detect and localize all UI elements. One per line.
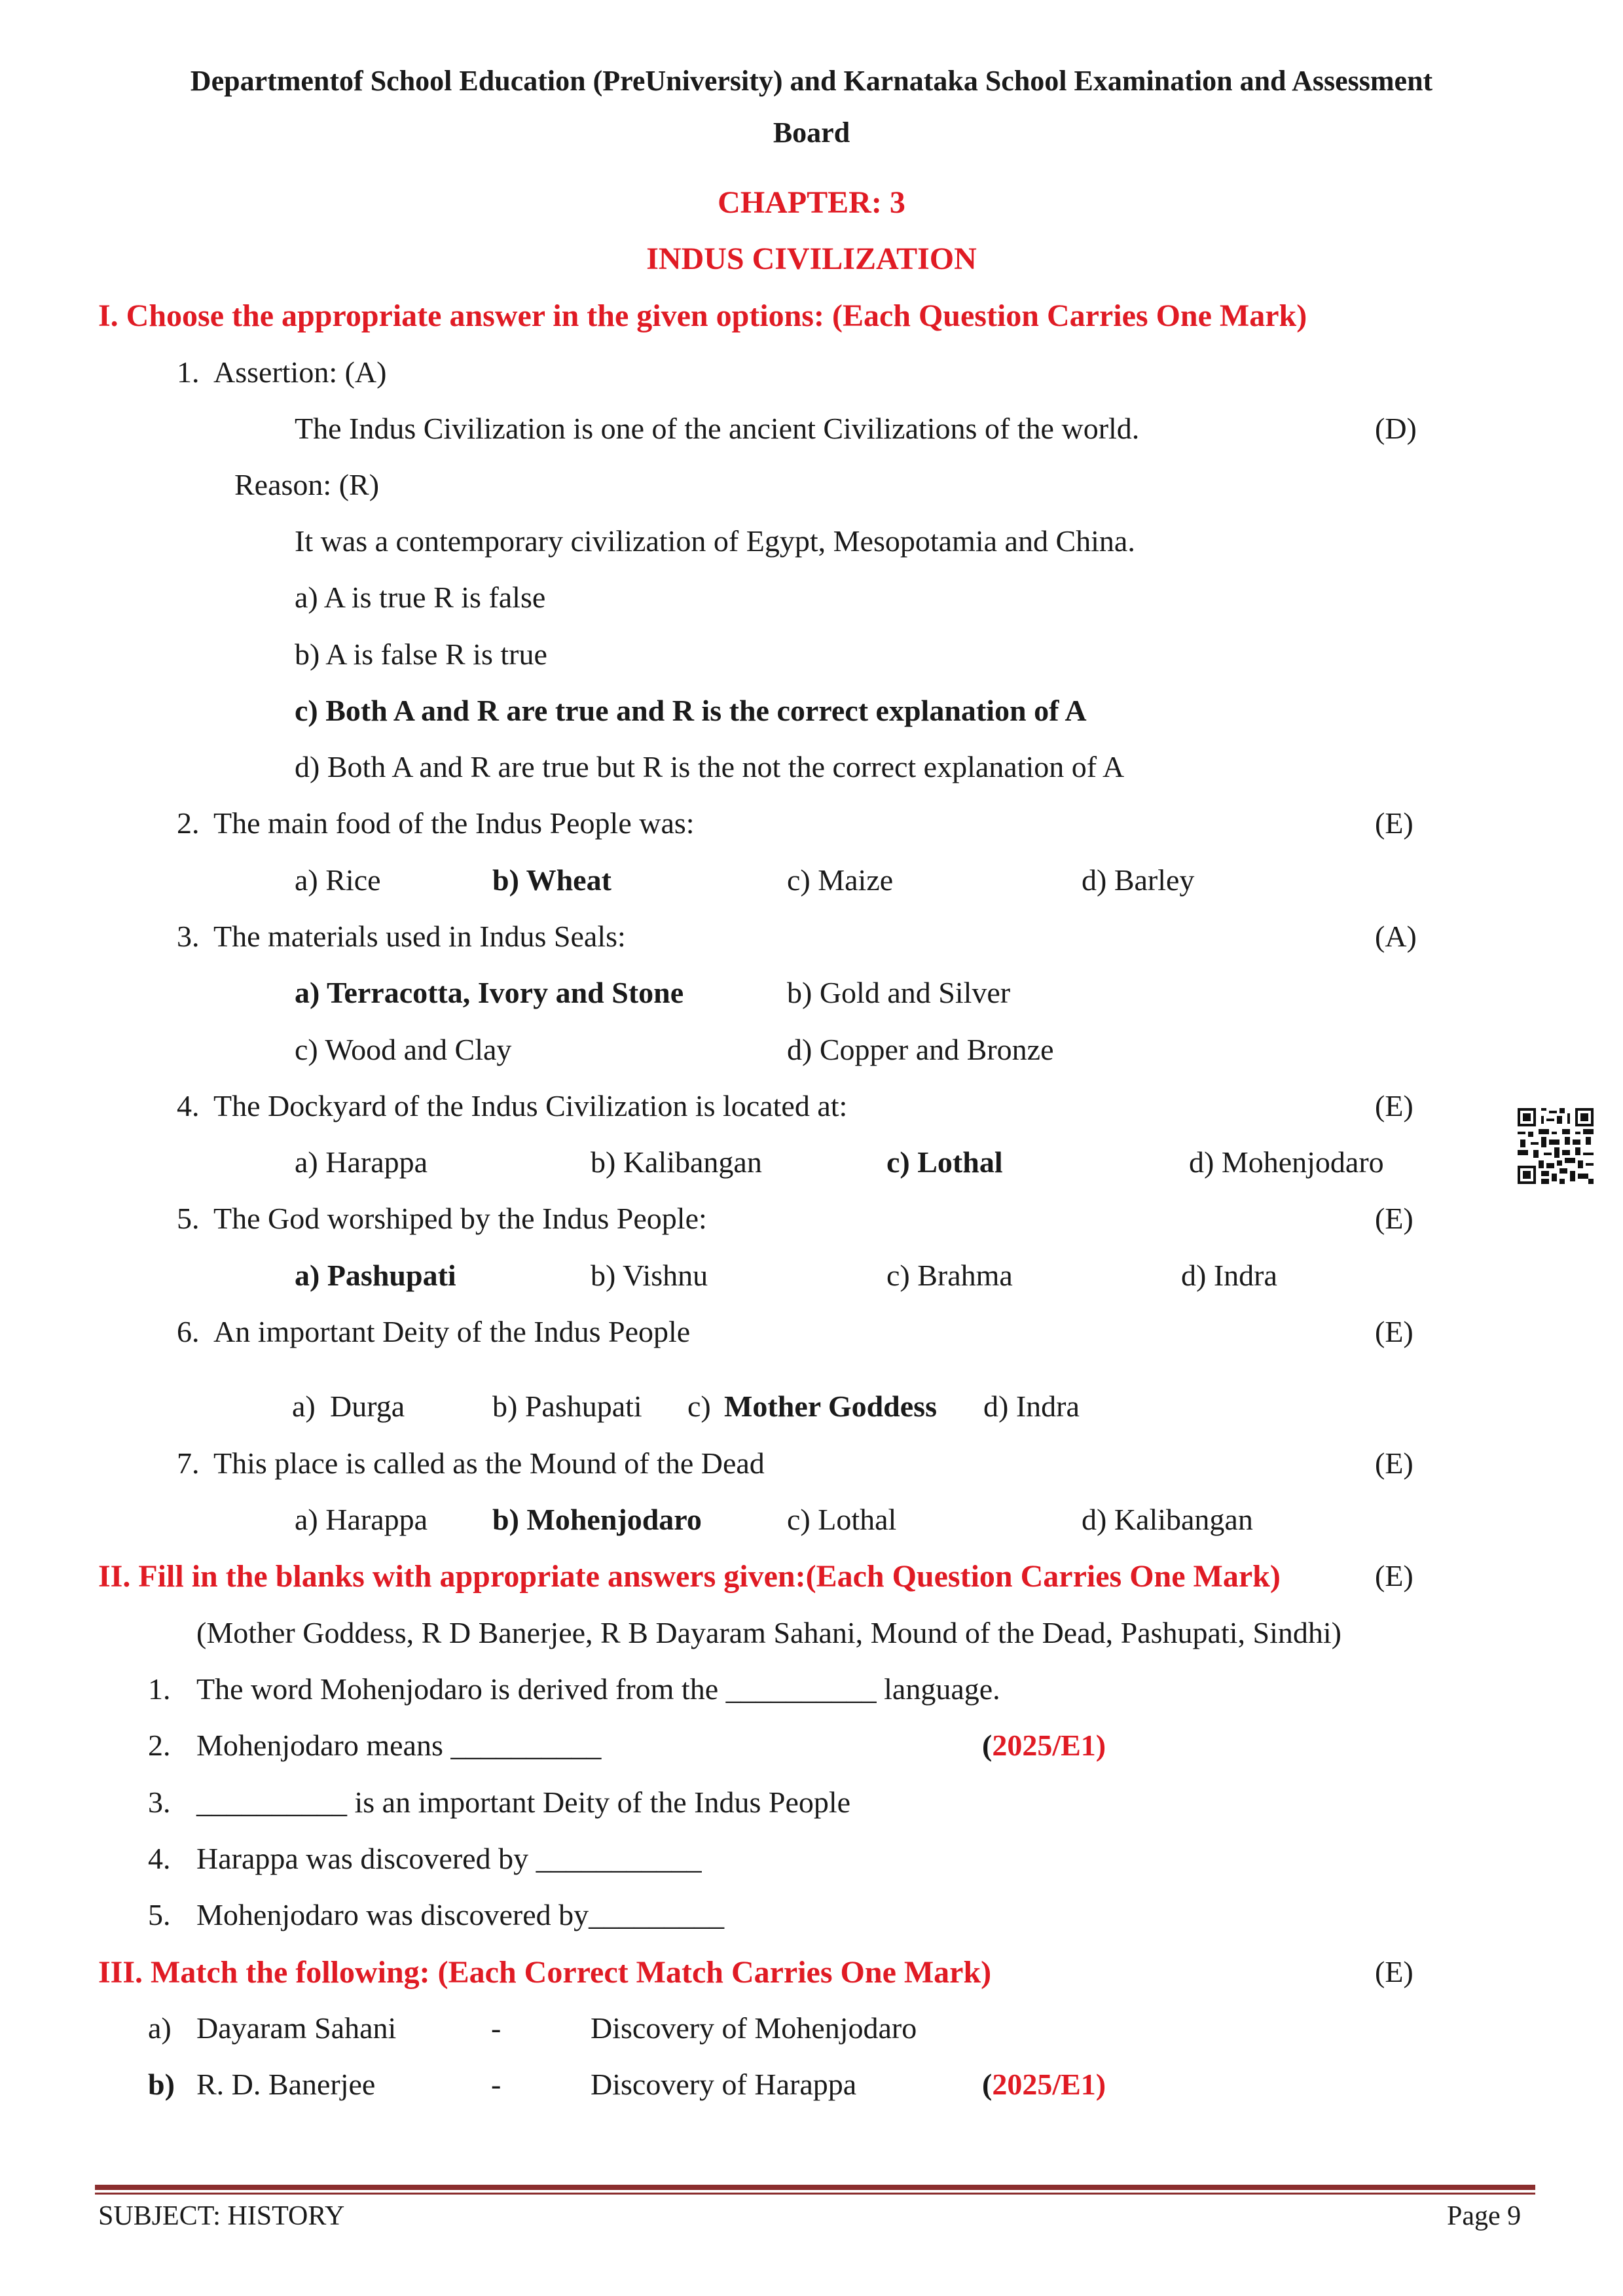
match-row-a-right: Discovery of Mohenjodaro bbox=[591, 2011, 917, 2045]
q3-option-c: c) Wood and Clay bbox=[295, 1033, 512, 1066]
q1-number: 1. bbox=[177, 355, 200, 389]
section-2-heading: II. Fill in the blanks with appropriate answers given:(Each Question Carries One Mark) bbox=[98, 1559, 1281, 1594]
q2-option-c: c) Maize bbox=[787, 863, 894, 897]
q1-option-a: a) A is true R is false bbox=[295, 581, 546, 614]
match-row-b-right: Discovery of Harappa bbox=[591, 2068, 857, 2101]
fill-2-number: 2. bbox=[148, 1729, 171, 1762]
q6-text: An important Deity of the Indus People bbox=[213, 1315, 691, 1348]
fill-1-number: 1. bbox=[148, 1672, 171, 1706]
q4-text: The Dockyard of the Indus Civilization is located at: bbox=[213, 1089, 848, 1122]
section-2-level: (E) bbox=[1375, 1559, 1413, 1592]
q3-option-b: b) Gold and Silver bbox=[787, 976, 1011, 1009]
q6-level: (E) bbox=[1375, 1315, 1413, 1348]
q2-number: 2. bbox=[177, 806, 200, 840]
q6-option-a: Durga bbox=[330, 1390, 405, 1423]
q6-option-b: b) Pashupati bbox=[492, 1390, 642, 1423]
q5-level: (E) bbox=[1375, 1202, 1413, 1235]
q1-assertion-label: Assertion: (A) bbox=[213, 355, 387, 389]
q1-reason-label: Reason: (R) bbox=[234, 468, 380, 501]
q7-level: (E) bbox=[1375, 1446, 1413, 1480]
q5-option-d: d) Indra bbox=[1181, 1259, 1277, 1292]
q7-number: 7. bbox=[177, 1446, 200, 1480]
match-row-b-year-tag: (2025/E1) bbox=[982, 2068, 1106, 2101]
footer-page-number: Page 9 bbox=[1447, 2201, 1522, 2231]
q5-option-a-answer: a) Pashupati bbox=[295, 1259, 456, 1292]
q5-option-c: c) Brahma bbox=[886, 1259, 1013, 1292]
q4-option-d: d) Mohenjodaro bbox=[1189, 1145, 1384, 1179]
q5-text: The God worshiped by the Indus People: bbox=[213, 1202, 707, 1235]
q1-level: (D) bbox=[1375, 412, 1417, 445]
q7-option-a: a) Harappa bbox=[295, 1503, 428, 1536]
q7-option-b-answer: b) Mohenjodaro bbox=[492, 1503, 702, 1536]
fill-3-number: 3. bbox=[148, 1785, 171, 1819]
fill-4-text: Harappa was discovered by ___________ bbox=[196, 1842, 702, 1875]
q3-level: (A) bbox=[1375, 920, 1417, 953]
q1-option-c-answer: c) Both A and R are true and R is the correct explanation of A bbox=[295, 694, 1087, 727]
q3-text: The materials used in Indus Seals: bbox=[213, 920, 626, 953]
q5-number: 5. bbox=[177, 1202, 200, 1235]
footer-subject: SUBJECT: HISTORY bbox=[98, 2201, 345, 2231]
q2-option-b-answer: b) Wheat bbox=[492, 863, 611, 897]
q1-assertion-text: The Indus Civilization is one of the ancient Civilizations of the world. bbox=[295, 412, 1140, 445]
footer-rule-thick bbox=[95, 2185, 1535, 2190]
match-row-a-dash: - bbox=[491, 2011, 501, 2045]
q4-option-c-answer: c) Lothal bbox=[886, 1145, 1003, 1179]
q2-text: The main food of the Indus People was: bbox=[213, 806, 695, 840]
q4-option-a: a) Harappa bbox=[295, 1145, 428, 1179]
match-row-a-left: Dayaram Sahani bbox=[196, 2011, 397, 2045]
section-2-options: (Mother Goddess, R D Banerjee, R B Dayaram Sahani, Mound of the Dead, Pashupati, Sindhi) bbox=[196, 1616, 1341, 1649]
q6-number: 6. bbox=[177, 1315, 200, 1348]
q7-text: This place is called as the Mound of the Dead bbox=[213, 1446, 765, 1480]
section-3-level: (E) bbox=[1375, 1955, 1413, 1988]
section-3-heading: III. Match the following: (Each Correct Match Carries One Mark) bbox=[98, 1955, 992, 1990]
chapter-number: CHAPTER: 3 bbox=[718, 185, 905, 220]
fill-2-text: Mohenjodaro means __________ bbox=[196, 1729, 602, 1762]
qr-code-icon bbox=[1518, 1108, 1594, 1184]
q1-reason-text: It was a contemporary civilization of Egypt, Mesopotamia and China. bbox=[295, 524, 1135, 558]
q1-option-b: b) A is false R is true bbox=[295, 637, 547, 671]
q6-option-c-answer: Mother Goddess bbox=[724, 1390, 937, 1423]
q7-option-d: d) Kalibangan bbox=[1082, 1503, 1253, 1536]
footer-rule-thin bbox=[95, 2193, 1535, 2195]
q3-option-a-answer: a) Terracotta, Ivory and Stone bbox=[295, 976, 684, 1009]
q4-level: (E) bbox=[1375, 1089, 1413, 1122]
q4-number: 4. bbox=[177, 1089, 200, 1122]
q4-option-b: b) Kalibangan bbox=[591, 1145, 762, 1179]
chapter-title: INDUS CIVILIZATION bbox=[646, 242, 977, 276]
match-row-a-label: a) bbox=[148, 2011, 172, 2045]
fill-2-year-tag: (2025/E1) bbox=[982, 1729, 1106, 1762]
match-row-b-label: b) bbox=[148, 2068, 175, 2101]
q3-option-d: d) Copper and Bronze bbox=[787, 1033, 1054, 1066]
q6-option-c-prefix: c) bbox=[687, 1390, 711, 1423]
header-line-1: Departmentof School Education (PreUniversity) and Karnataka School Examination and Assessment bbox=[190, 65, 1433, 97]
match-row-b-dash: - bbox=[491, 2068, 501, 2101]
q2-option-d: d) Barley bbox=[1082, 863, 1195, 897]
q3-number: 3. bbox=[177, 920, 200, 953]
q7-option-c: c) Lothal bbox=[787, 1503, 897, 1536]
section-1-heading: I. Choose the appropriate answer in the given options: (Each Question Carries One Mark) bbox=[98, 298, 1307, 333]
q6-option-a-prefix: a) bbox=[292, 1390, 316, 1423]
fill-4-number: 4. bbox=[148, 1842, 171, 1875]
match-row-b-left: R. D. Banerjee bbox=[196, 2068, 376, 2101]
q6-option-d: d) Indra bbox=[983, 1390, 1080, 1423]
fill-5-number: 5. bbox=[148, 1898, 171, 1931]
header-line-2: Board bbox=[773, 117, 850, 149]
q5-option-b: b) Vishnu bbox=[591, 1259, 708, 1292]
fill-5-text: Mohenjodaro was discovered by_________ bbox=[196, 1898, 725, 1931]
fill-1-text: The word Mohenjodaro is derived from the __________ language. bbox=[196, 1672, 1000, 1706]
q1-option-d: d) Both A and R are true but R is the not the correct explanation of A bbox=[295, 750, 1125, 783]
fill-3-text: __________ is an important Deity of the Indus People bbox=[196, 1785, 851, 1819]
q2-level: (E) bbox=[1375, 806, 1413, 840]
q2-option-a: a) Rice bbox=[295, 863, 381, 897]
